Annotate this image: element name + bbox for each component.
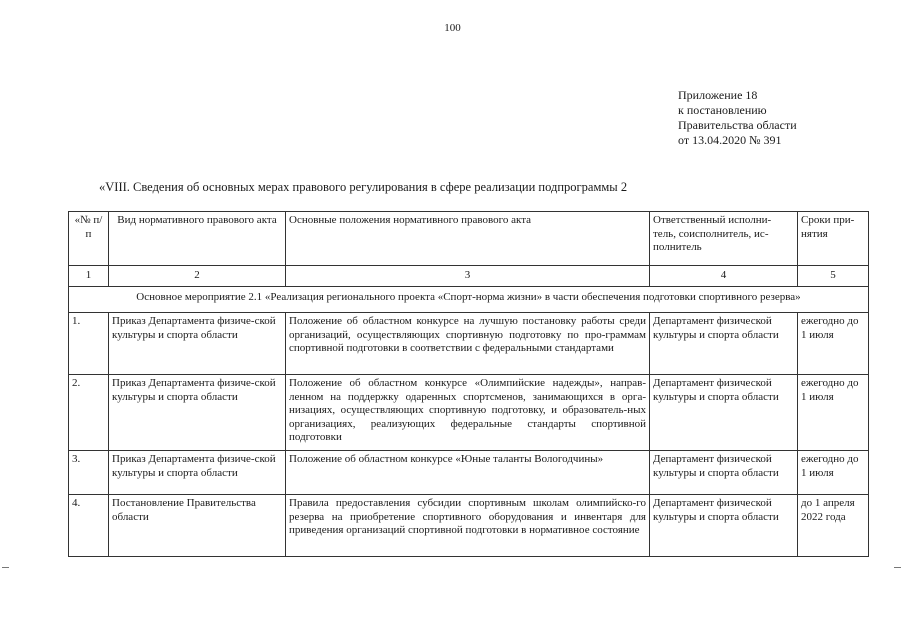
- row-provisions: Положение об областном конкурсе на лучшую постановку работы среди организаций, осуществляющих спортивную подготовку по про-граммам спортивной подготовки в соответствии с федеральными стандартами: [286, 313, 650, 375]
- header-executor: Ответственный исполни-тель, соисполнитель, ис-полнитель: [650, 212, 798, 266]
- row-term: до 1 апреля 2022 года: [798, 495, 869, 557]
- row-term: ежегодно до 1 июля: [798, 313, 869, 375]
- row-act-type: Постановление Правительства области: [109, 495, 286, 557]
- scan-edge-mark: [2, 567, 9, 568]
- column-number-row: [69, 266, 869, 287]
- row-provisions: Правила предоставления субсидии спортивным школам олимпийско-го резерва на приобретение спортивного оборудования и инвентаря для приведения организаций спортивной подготовки в нормативное состояние: [286, 495, 650, 557]
- row-act-type: Приказ Департамента физиче-ской культуры и спорта области: [109, 451, 286, 495]
- appendix-line: от 13.04.2020 № 391: [678, 133, 782, 147]
- row-num: 1.: [69, 313, 109, 375]
- page-number: 100: [444, 22, 461, 34]
- table-row: [69, 495, 869, 557]
- appendix-block: [678, 88, 797, 148]
- table-row: [69, 375, 869, 451]
- row-executor: Департамент физической культуры и спорта области: [650, 451, 798, 495]
- scan-edge-mark: [894, 567, 901, 568]
- appendix-line: к постановлению: [678, 103, 767, 117]
- column-number: 5: [798, 266, 869, 287]
- measures-table: [68, 211, 869, 557]
- header-act-type: Вид нормативного правового акта: [109, 212, 286, 266]
- row-provisions: Положение об областном конкурсе «Олимпийские надежды», направ-ленном на поддержку одаренных спортсменов, занимающихся в орга-низациях, осуществляющих спортивную подготовку, и образователь-ных организациях, реализующих федеральные стандарты спортивной подготовки: [286, 375, 650, 451]
- group-title: Основное мероприятие 2.1 «Реализация регионального проекта «Спорт-норма жизни» в части обеспечения подготовки спортивного резерва»: [69, 287, 869, 313]
- table-row: [69, 313, 869, 375]
- header-provisions: Основные положения нормативного правового акта: [286, 212, 650, 266]
- row-executor: Департамент физической культуры и спорта области: [650, 495, 798, 557]
- row-num: 3.: [69, 451, 109, 495]
- section-title: «VIII. Сведения об основных мерах правового регулирования в сфере реализации подпрограммы 2: [99, 180, 628, 194]
- column-number: 3: [286, 266, 650, 287]
- row-num: 4.: [69, 495, 109, 557]
- column-number: 4: [650, 266, 798, 287]
- row-provisions: Положение об областном конкурсе «Юные таланты Вологодчины»: [286, 451, 650, 495]
- table-header-row: [69, 212, 869, 266]
- column-number: 2: [109, 266, 286, 287]
- row-executor: Департамент физической культуры и спорта области: [650, 313, 798, 375]
- row-term: ежегодно до 1 июля: [798, 451, 869, 495]
- group-title-row: [69, 287, 869, 313]
- row-act-type: Приказ Департамента физиче-ской культуры и спорта области: [109, 313, 286, 375]
- header-terms: Сроки при-нятия: [798, 212, 869, 266]
- row-act-type: Приказ Департамента физиче-ской культуры и спорта области: [109, 375, 286, 451]
- row-term: ежегодно до 1 июля: [798, 375, 869, 451]
- row-executor: Департамент физической культуры и спорта области: [650, 375, 798, 451]
- header-num: «№ п/п: [69, 212, 109, 266]
- appendix-line: Приложение 18: [678, 88, 758, 102]
- appendix-line: Правительства области: [678, 118, 797, 132]
- table-row: [69, 451, 869, 495]
- column-number: 1: [69, 266, 109, 287]
- row-num: 2.: [69, 375, 109, 451]
